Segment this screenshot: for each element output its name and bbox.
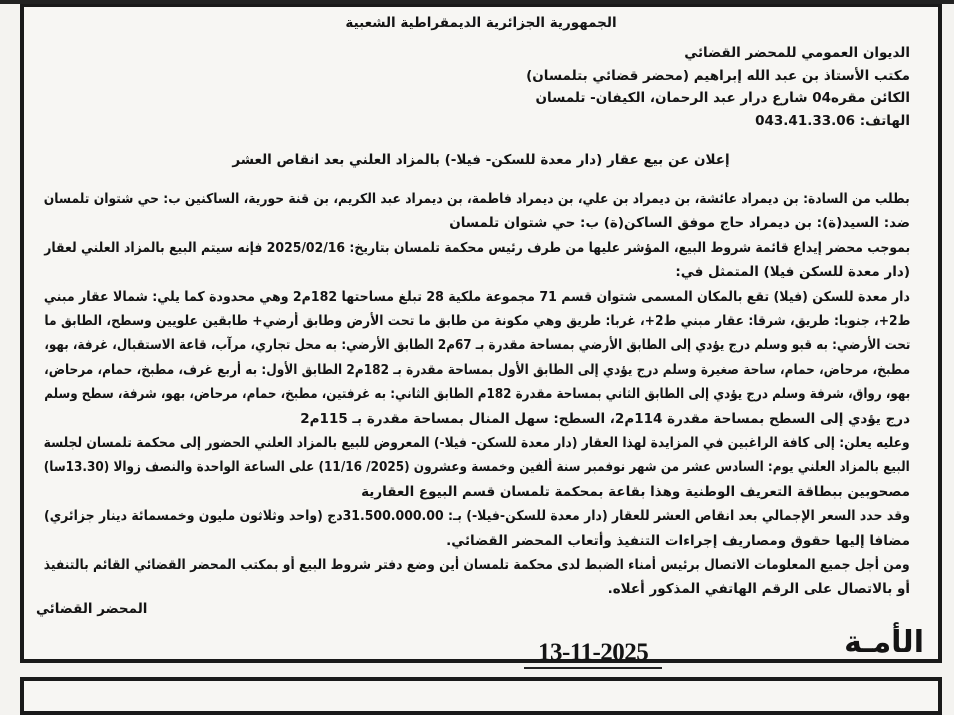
office-name: الديوان العمومي للمحضر القضائي [684, 45, 910, 61]
body-line [449, 213, 910, 233]
body-line [44, 238, 910, 258]
republic-heading: الجمهورية الجزائرية الديمقراطية الشعبية [345, 15, 617, 31]
body-line-text: مصحوبين ببطاقة التعريف الوطنية وهذا بقاعة بمحكمة تلمسان قسم البيوع العقارية [361, 483, 910, 500]
logo-wordmark: الأمـة [844, 625, 924, 660]
body-line [44, 555, 910, 575]
bailiff-name: مكتب الأستاذ بن عبد الله إبراهيم (محضر قضائي بتلمسان) [526, 68, 910, 84]
publication-date: 13-11-2025 [524, 639, 662, 669]
body-line-text: ومن أجل جميع المعلومات الاتصال برئيس أمناء الضبط لدى محكمة تلمسان أين وضع دفتر شروط البيع أو بمكتب المحضر القضائي القائم بالتنفيذ [44, 557, 910, 573]
body-line [44, 433, 910, 453]
body-line-text: مطبخ، مرحاض، حمام، ساحة صغيرة وسلم درج يؤدي إلى الطابق الأول بمساحة مقدرة بـ 182م2 الطابق الأول: به أربع غرف، مطبخ، حمام، مرحاض، [44, 361, 910, 378]
body-line-text: مضافا إليها حقوق ومصاريف إجراءات التنفيذ وأتعاب المحضر القضائي. [446, 532, 910, 549]
body-line-text: دار معدة للسكن (فيلا) تقع بالمكان المسمى شتوان قسم 71 مجموعة ملكية 28 تبلغ مساحتها 182م2 وهي محدودة كما يلي: شمالا عقار مبني [44, 288, 910, 305]
next-notice-frame [20, 677, 942, 715]
signature: المحضر القضائي [36, 601, 148, 617]
body-line [44, 189, 910, 209]
office-phone: الهاتف: 043.41.33.06 [755, 113, 910, 129]
body-line-text: البيع بالمزاد العلني يوم: السادس عشر من شهر نوفمبر سنة ألفين وخمسة وعشرون (2025/ 11/16) على الساعة الواحدة والنصف زوالا (13.30سا) [44, 459, 910, 476]
body-line-text: (دار معدة للسكن فيلا) المتمثل في: [675, 264, 910, 281]
body-line [361, 482, 910, 502]
office-address: الكائن مقره04 شارع درار عبد الرحمان، الكيفان- تلمسان [535, 90, 910, 106]
body-line [44, 360, 910, 380]
body-line [300, 409, 910, 429]
notice-title: إعلان عن بيع عقار (دار معدة للسكن- فيلا-) بالمزاد العلني بعد انقاص العشر [232, 152, 730, 168]
legal-notice [20, 4, 942, 666]
body-line-text: أو بالاتصال على الرقم الهاتفي المذكور أعلاه. [607, 581, 910, 598]
body-line [44, 506, 910, 526]
body-line-text: بهو، رواق، شرفة وسلم درج يؤدي إلى الطابق الثاني بمساحة مقدرة 182م الطابق الثاني: به غرفتين، مطبخ، حمام، مرحاض، بهو، شرفة، سطح وسلم [44, 386, 910, 403]
body-line-text: درج يؤدي إلى السطح بمساحة مقدرة 114م2، السطح: سهل المنال بمساحة مقدرة بـ 115م2 [300, 410, 910, 427]
body-line-text: ط2+، جنوبا: طريق، شرقا: عقار مبني ط2+، غربا: طريق وهي مكونة من طابق ما تحت الأرض وطابق أرضي+ طابقين علويين وسطح، الطابق ما [44, 313, 910, 329]
body-line [44, 384, 910, 404]
body-line-text: وقد حدد السعر الإجمالي بعد انقاص العشر للعقار (دار معدة للسكن-فيلا-) بـ: 31.500.000.00دج (واحد وثلاثون مليون وخمسمائة دينار جزائري) [44, 508, 910, 525]
newspaper-logo [796, 627, 924, 661]
body-line [44, 335, 910, 355]
body-line [44, 311, 910, 331]
body-line-text: بموجب محضر إيداع قائمة شروط البيع، المؤشر عليها من طرف رئيس محكمة تلمسان بتاريخ: 2025/02/16 فإنه سيتم البيع بالمزاد العلني لعقار [44, 239, 910, 256]
body-line-text: وعليه يعلن: إلى كافة الراغبين في المزايدة لهذا العقار (دار معدة للسكن- فيلا-) المعروض للبيع بالمزاد العلني الحضور إلى محكمة تلمسان لجلسة [44, 435, 910, 451]
body-line [675, 262, 910, 282]
body-line-text: بطلب من السادة: بن ديمراد عائشة، بن ديمراد بن علي، بن ديمراد فاطمة، بن ديمراد عبد الكريم، بن قنة حورية، الساكنين ب: حي شتوان تلمسان [44, 191, 910, 207]
body-line [608, 579, 910, 599]
body-line [446, 531, 910, 551]
body-line-text: ضد: السيد(ة): بن ديمراد حاج موفق الساكن(ة) ب: حي شتوان تلمسان [449, 215, 910, 232]
body-line [44, 287, 910, 307]
body-line-text: تحت الأرضي: به قبو وسلم درج يؤدي إلى الطابق الأرضي بمساحة مقدرة بـ 67م2 الطابق الأرضي: به محل تجاري، مرآب، قاعة الاستقبال، غرفة، بهو، [44, 337, 910, 354]
body-line [44, 457, 910, 477]
